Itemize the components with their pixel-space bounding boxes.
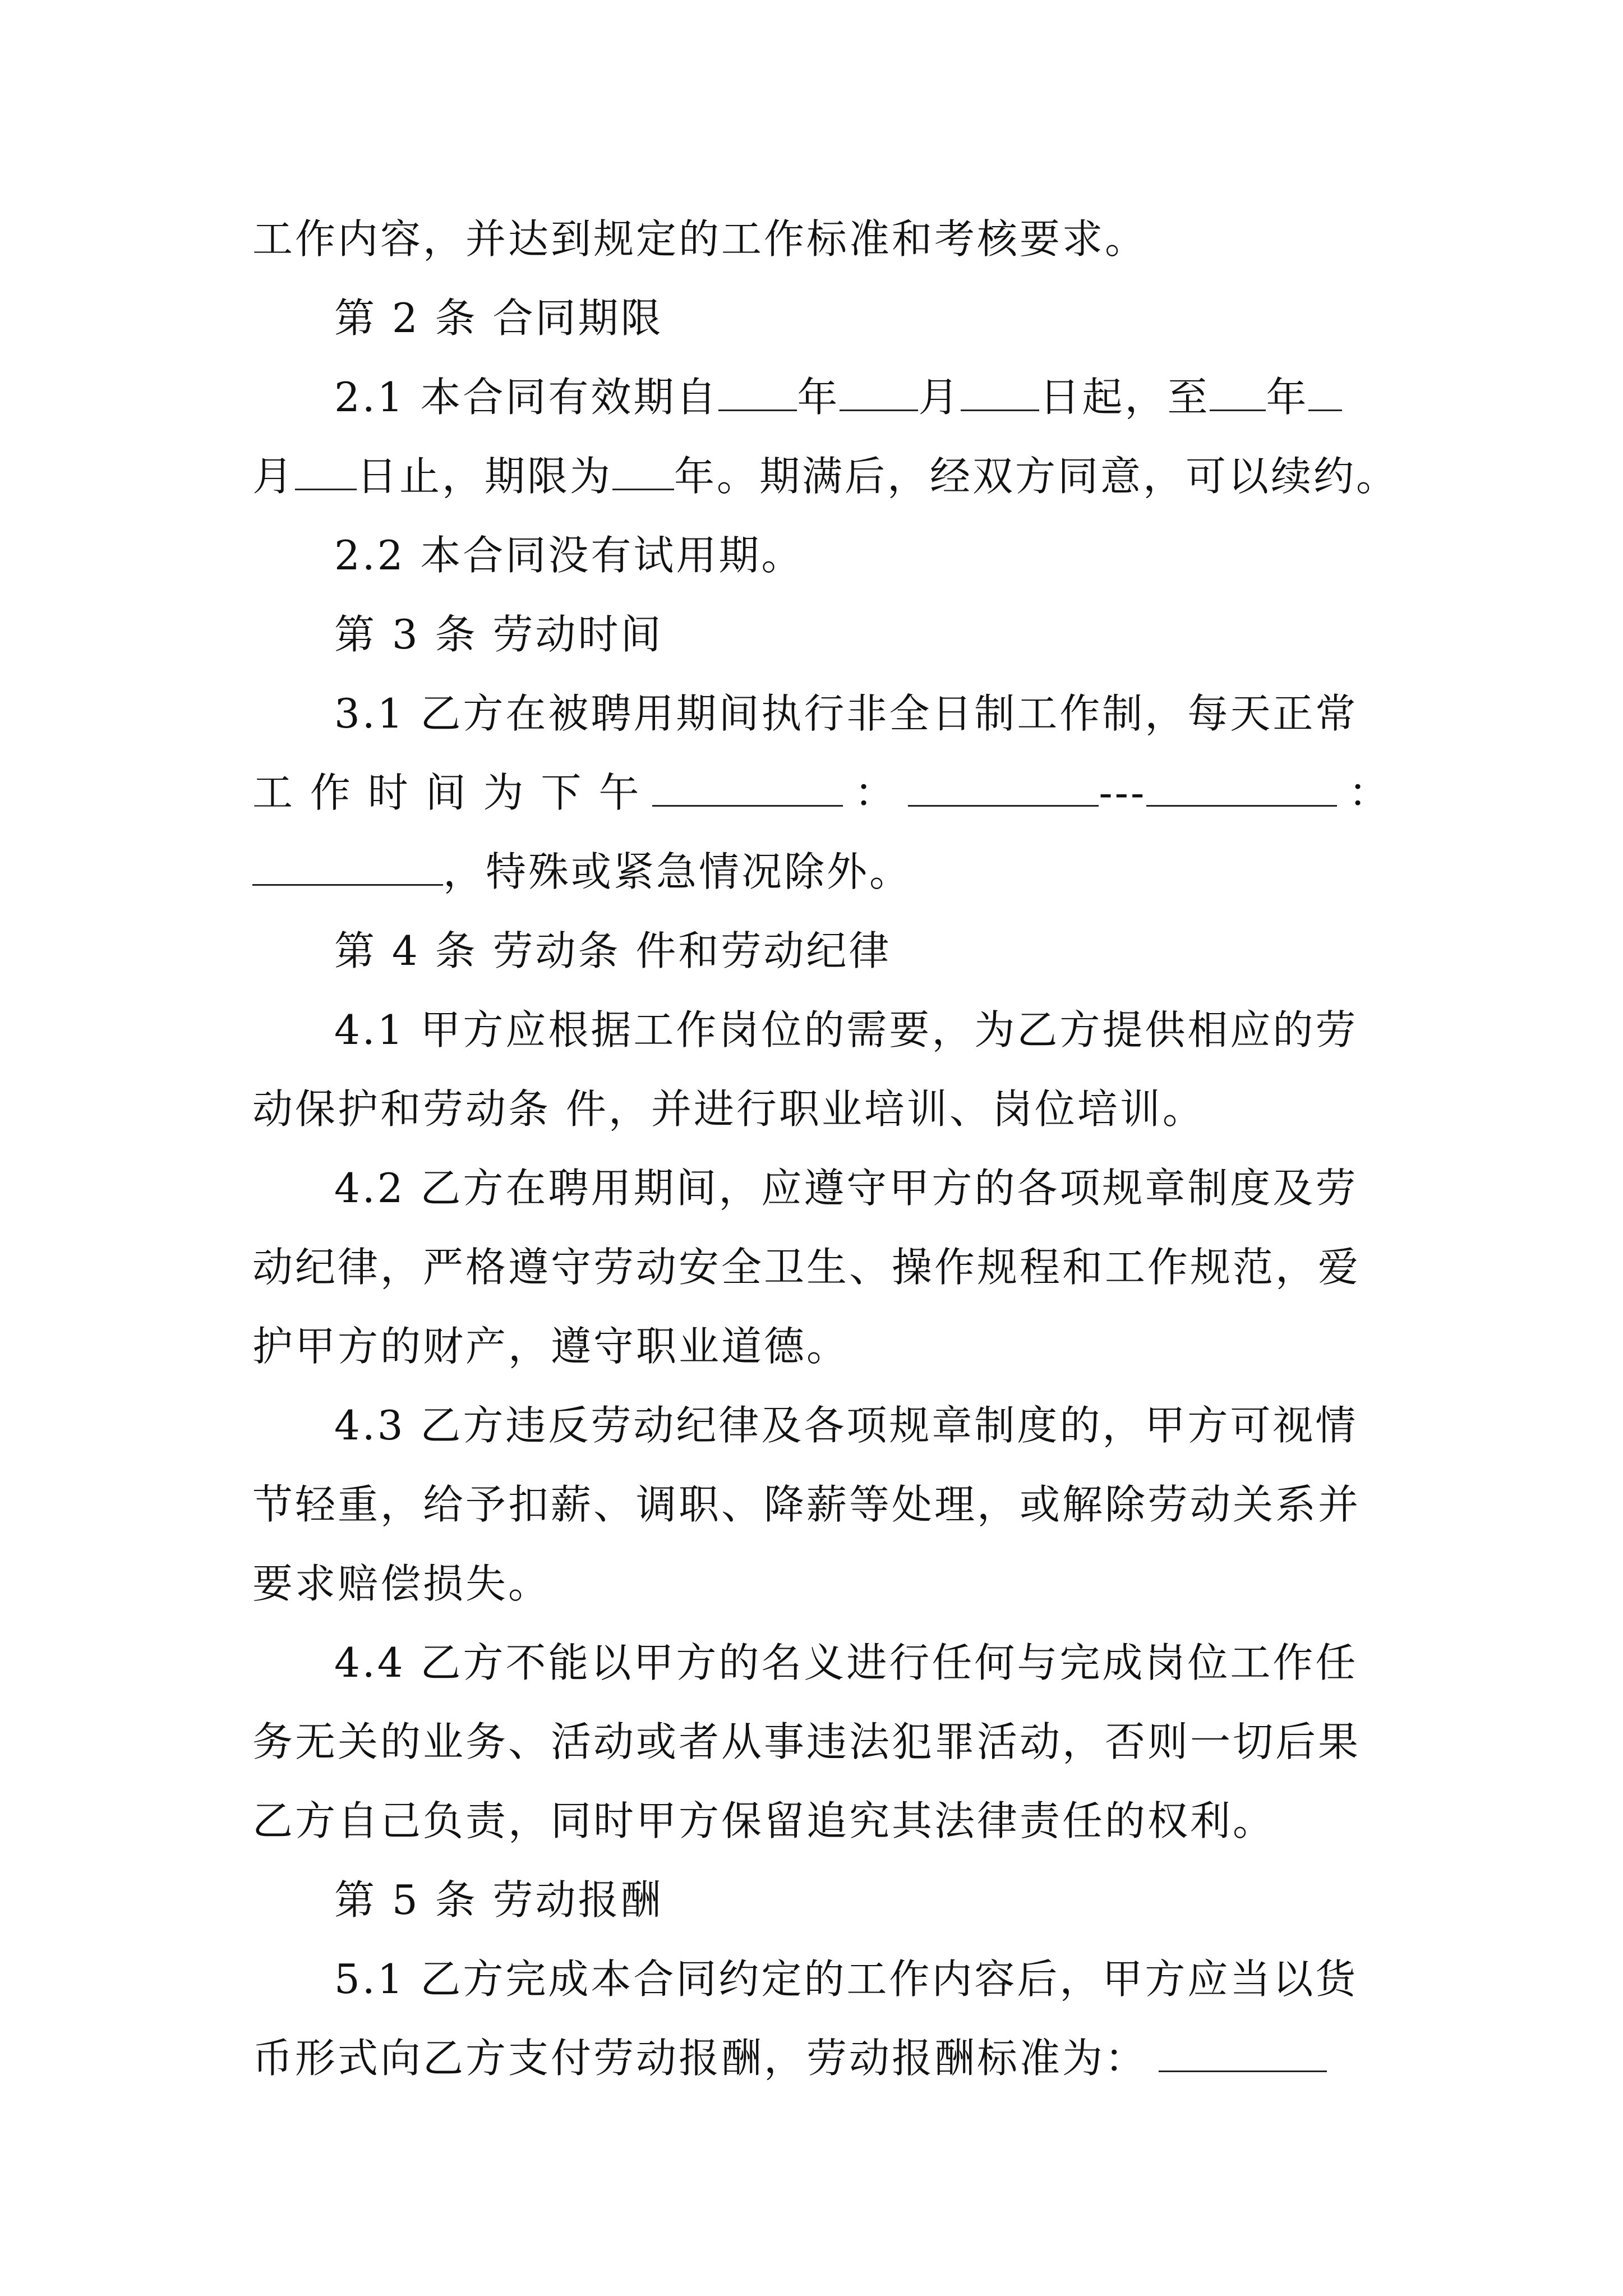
paragraph-line xyxy=(252,845,1385,899)
text: 日起，至 xyxy=(1039,374,1210,421)
paragraph-line xyxy=(252,1240,1385,1294)
text: 节轻重，给予扣薪、调职、降薪等处理，或解除劳动关系并 xyxy=(252,1481,1361,1528)
text: 4.4 乙方不能以甲方的名义进行任何与完成岗位工作任 xyxy=(334,1639,1358,1686)
text: 工 作 时 间 为 下 午 xyxy=(252,769,642,816)
text: 币形式向乙方支付劳动报酬，劳动报酬标准为： xyxy=(252,2035,1148,2082)
text: 日止，期限为 xyxy=(357,453,613,500)
text: 工作内容，并达到规定的工作标准和考核要求。 xyxy=(252,215,1148,263)
paragraph-line xyxy=(252,212,1385,266)
paragraph-line xyxy=(334,370,1385,424)
paragraph-line xyxy=(334,1636,1385,1690)
text: 第 2 条 合同期限 xyxy=(334,295,663,342)
blank-field xyxy=(295,455,357,490)
paragraph-line xyxy=(252,1715,1385,1769)
paragraph-line xyxy=(252,1319,1385,1373)
text: 第 3 条 劳动时间 xyxy=(334,611,663,658)
text: 3.1 乙方在被聘用期间执行非全日制工作制，每天正常 xyxy=(334,690,1358,737)
text: 年。期满后，经双方同意，可以续约。 xyxy=(674,453,1399,500)
text: 2.1 本合同有效期自 xyxy=(334,374,719,421)
section-heading-4 xyxy=(334,924,1385,978)
blank-field xyxy=(718,376,797,411)
paragraph-line xyxy=(252,449,1399,503)
blank-field xyxy=(840,376,918,411)
text: --- xyxy=(1099,769,1147,816)
text: 要求赔偿损失。 xyxy=(252,1560,551,1607)
text: 务无关的业务、活动或者从事违法犯罪活动，否则一切后果 xyxy=(252,1718,1361,1765)
text: 4.1 甲方应根据工作岗位的需要，为乙方提供相应的劳 xyxy=(334,1006,1358,1053)
paragraph-line xyxy=(334,1398,1385,1452)
blank-field xyxy=(1308,376,1342,411)
paragraph-line xyxy=(252,1557,1385,1611)
text: 年 xyxy=(797,374,840,421)
paragraph-line xyxy=(334,1952,1385,2006)
text: 乙方自己负责，同时甲方保留追究其法律责任的权利。 xyxy=(252,1797,1276,1844)
blank-field xyxy=(1159,2037,1327,2072)
section-heading-3 xyxy=(334,608,1385,661)
text: 动保护和劳动条 件，并进行职业培训、岗位培训。 xyxy=(252,1085,1205,1133)
text: 第 4 条 劳动条 件和劳动纪律 xyxy=(334,927,892,974)
paragraph-line xyxy=(252,1082,1385,1136)
blank-field xyxy=(1210,376,1266,411)
text: 第 5 条 劳动报酬 xyxy=(334,1876,663,1924)
text: 动纪律，严格遵守劳动安全卫生、操作规程和工作规范，爱 xyxy=(252,1244,1361,1291)
blank-field xyxy=(908,771,1099,807)
text: ，特殊或紧急情况除外。 xyxy=(443,848,912,895)
paragraph-line xyxy=(334,528,1385,582)
blank-field xyxy=(961,376,1039,411)
paragraph-line xyxy=(252,1794,1385,1848)
paragraph-line xyxy=(252,2031,1385,2085)
paragraph-line xyxy=(334,1161,1385,1215)
text: 2.2 本合同没有试用期。 xyxy=(334,532,804,579)
section-heading-2 xyxy=(334,291,1385,345)
text: 月 xyxy=(918,374,961,421)
text: 月 xyxy=(252,453,296,500)
paragraph-line xyxy=(334,1003,1385,1057)
text: 4.3 乙方违反劳动纪律及各项规章制度的，甲方可视情 xyxy=(334,1402,1358,1449)
text: ： xyxy=(1348,769,1391,816)
blank-field xyxy=(612,455,674,490)
blank-field xyxy=(1146,771,1337,807)
paragraph-line xyxy=(334,687,1385,740)
text: 5.1 乙方完成本合同约定的工作内容后，甲方应当以货 xyxy=(334,1955,1358,2003)
text: ： xyxy=(854,769,897,816)
blank-field xyxy=(252,850,443,886)
text: 护甲方的财产，遵守职业道德。 xyxy=(252,1323,850,1370)
blank-field xyxy=(652,771,843,807)
text: 4.2 乙方在聘用期间，应遵守甲方的各项规章制度及劳 xyxy=(334,1165,1358,1212)
paragraph-line xyxy=(252,1478,1385,1531)
paragraph-line xyxy=(252,766,1391,820)
text: 年 xyxy=(1266,374,1309,421)
section-heading-5 xyxy=(334,1873,1385,1927)
